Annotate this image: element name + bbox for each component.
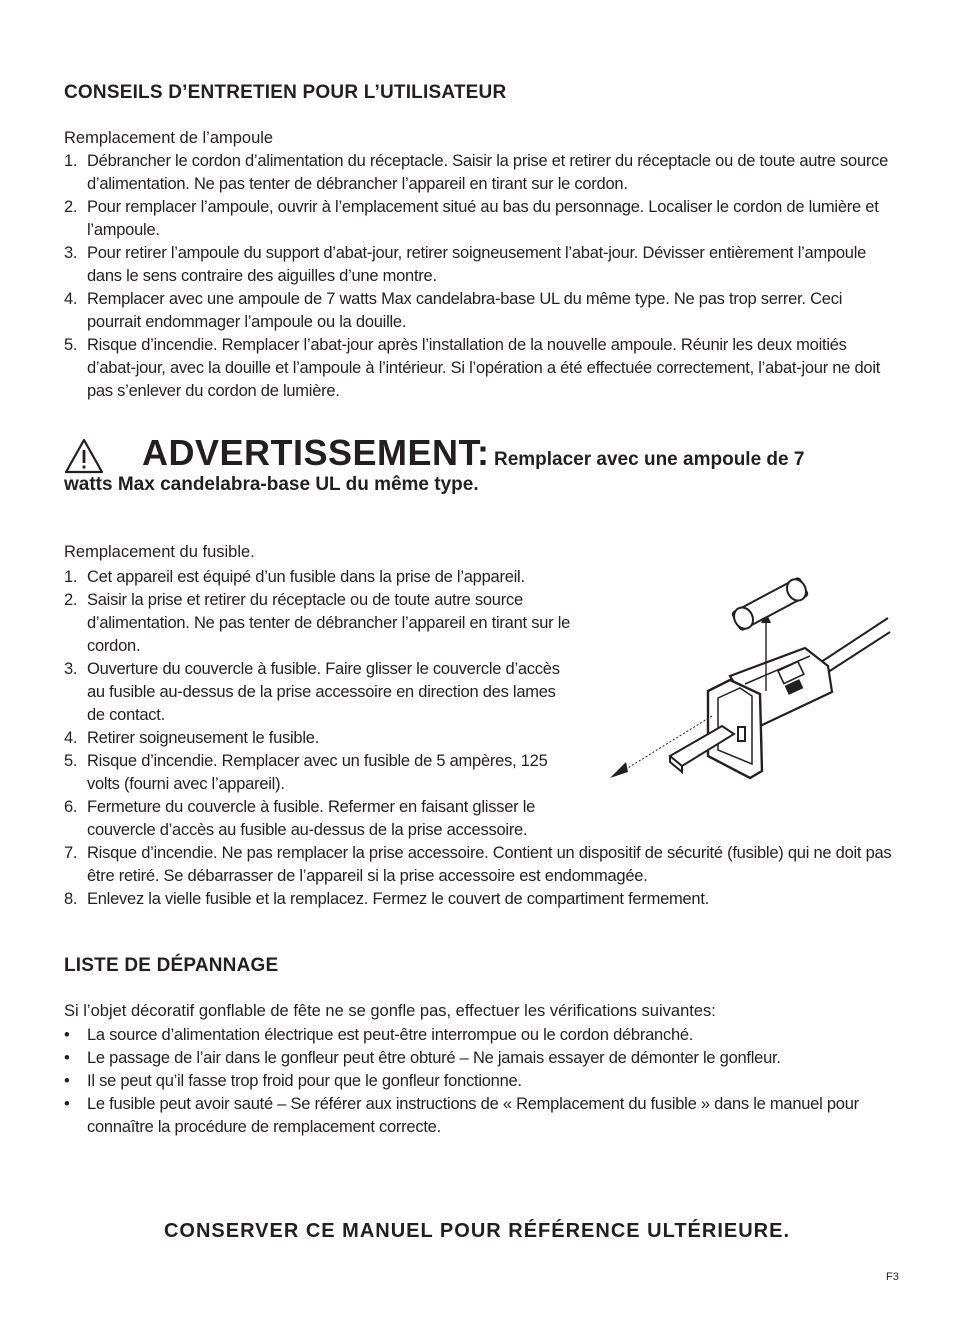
list-item: • Le fusible peut avoir sauté – Se référer aux instructions de « Remplacement du fusible » dans le manuel pour connaître la procédure de remplacement correcte. — [64, 1095, 859, 1136]
list-item: 5. Risque d’incendie. Remplacer l’abat-jour après l’installation de la nouvelle ampoule. Réunir les deux moitiés d’abat-jour, avec la douille et l’ampoule à l’intérieur. Si l’opération a été effectuée correctement, l’abat-jour ne doit pas s’enlever du cordon de lumière. — [64, 336, 881, 400]
list-item: 8. Enlevez la vielle fusible et la remplacez. Fermez le couvert de compartiment fermement. — [64, 890, 710, 908]
list-item: 2. Pour remplacer l’ampoule, ouvrir à l’emplacement situé au bas du personnage. Localiser le cordon de lumière et l’ampoule. — [64, 198, 879, 239]
list-item: 7. Risque d’incendie. Ne pas remplacer la prise accessoire. Contient un dispositif de sécurité (fusible) qui ne doit pas être retiré. Se débarrasser de l’appareil si la prise accessoire est endommagée. — [64, 844, 892, 885]
troubleshooting-intro: Si l’objet décoratif gonflable de fête ne se gonfle pas, effectuer les vérifications suivantes: — [64, 1002, 716, 1020]
list-item: 3. Pour retirer l’ampoule du support d’abat-jour, retirer soigneusement l’abat-jour. Dévisser entièrement l’ampoule dans le sens contraire des aiguilles d’une montre. — [64, 244, 867, 285]
keep-manual-note: CONSERVER CE MANUEL POUR RÉFÉRENCE ULTÉRIEURE. — [163, 1220, 791, 1242]
fuse-plug-diagram — [600, 556, 900, 786]
list-item: • Il se peut qu’il fasse trop froid pour que le gonfleur fonctionne. — [64, 1072, 522, 1090]
list-item: 3. Ouverture du couvercle à fusible. Faire glisser le couvercle d’accès au fusible au-dessus de la prise accessoire en direction des lames de contact. — [64, 660, 560, 724]
list-item: • La source d’alimentation électrique est peut-être interrompue ou le cordon débranché. — [64, 1026, 694, 1044]
list-item: • Le passage de l’air dans le gonfleur peut être obturé – Ne jamais essayer de démonter le gonfleur. — [64, 1049, 781, 1067]
warning-title: ADVERTISSEMENT: — [142, 432, 490, 473]
warning-triangle-icon — [64, 438, 104, 474]
list-item: 5. Risque d’incendie. Remplacer avec un fusible de 5 ampères, 125 volts (fourni avec l’appareil). — [64, 752, 548, 793]
bulb-replacement-intro: Remplacement de l’ampoule — [64, 129, 274, 147]
list-item: 6. Fermeture du couvercle à fusible. Refermer en faisant glisser le couvercle d’accès au fusible au-dessus de la prise accessoire. — [64, 798, 536, 839]
section-heading-maintenance: CONSEILS D’ENTRETIEN POUR L’UTILISATEUR — [64, 82, 507, 103]
fuse-replacement-intro: Remplacement du fusible. — [64, 543, 255, 561]
list-item: 2. Saisir la prise et retirer du réceptacle ou de toute autre source d’alimentation. Ne pas tenter de débrancher l’appareil en tirant sur le cordon. — [64, 591, 571, 655]
page-number: F3 — [886, 1271, 899, 1283]
warning-text-continued: watts Max candelabra-base UL du même type. — [64, 474, 479, 495]
list-item: 1. Débrancher le cordon d’alimentation du réceptacle. Saisir la prise et retirer du réceptacle ou de toute autre source d’alimentation. Ne pas tenter de débrancher l’appareil en tirant sur le cordon. — [64, 152, 889, 193]
warning-text: Remplacer avec une ampoule de 7 — [493, 449, 805, 470]
list-item: 4. Remplacer avec une ampoule de 7 watts Max candelabra-base UL du même type. Ne pas trop serrer. Ceci pourrait endommager l’ampoule ou la douille. — [64, 290, 843, 331]
section-heading-troubleshooting: LISTE DE DÉPANNAGE — [64, 955, 279, 976]
list-item: 4. Retirer soigneusement le fusible. — [64, 729, 320, 747]
list-item: 1. Cet appareil est équipé d’un fusible dans la prise de l’appareil. — [64, 568, 525, 586]
bulb-replacement-steps — [64, 150, 894, 403]
troubleshooting-checks — [64, 1024, 874, 1139]
